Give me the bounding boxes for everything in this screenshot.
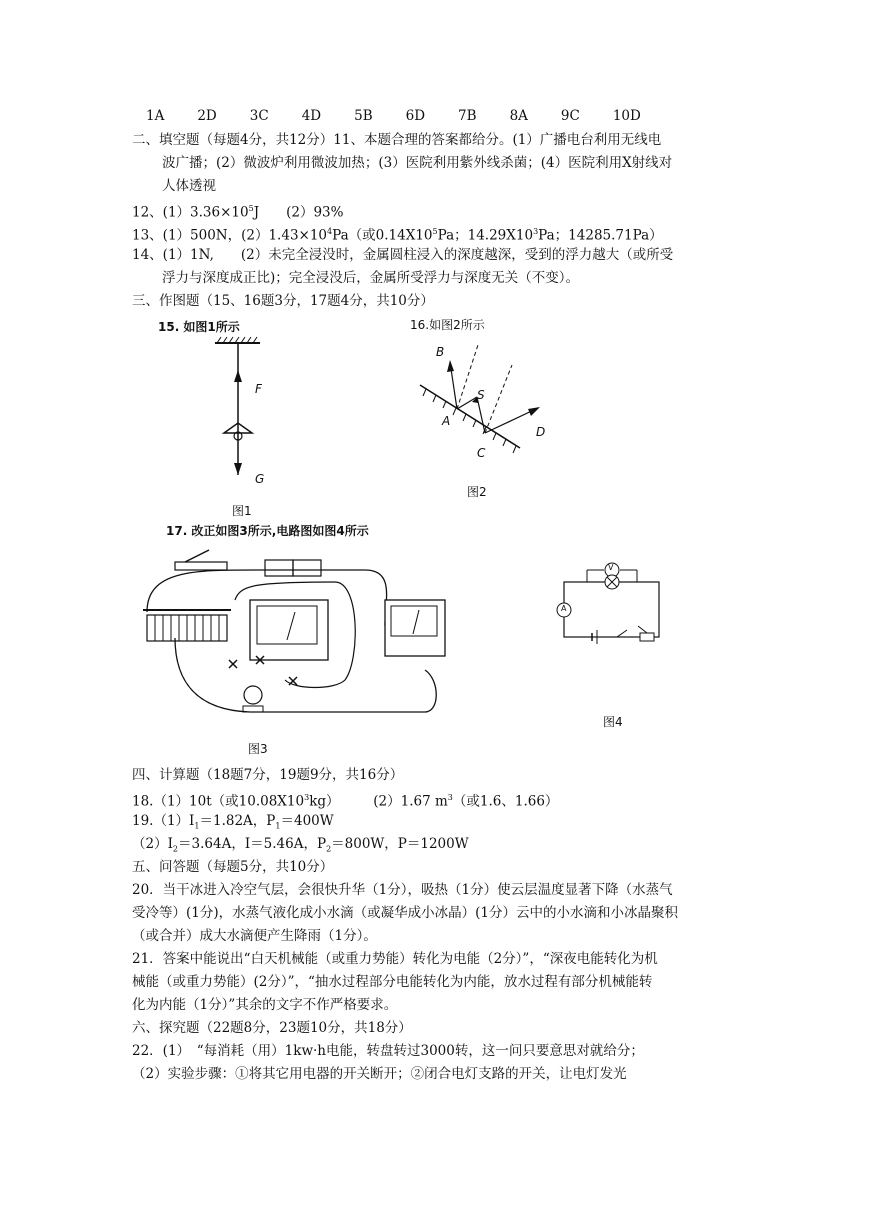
fig1-caption: 图1: [232, 504, 252, 518]
fig16-title: 16.如图2所示: [410, 318, 485, 332]
section-3-heading: 三、作图题（15、16题3分，17题4分，共10分）: [132, 293, 434, 309]
q21-line-1: 21．答案中能说出“白天机械能（或重力势能）转化为电能（2分）”，“深夜电能转化为机: [132, 951, 658, 967]
answer-9: 9C: [560, 108, 580, 124]
answer-6: 6D: [405, 108, 426, 124]
q11-line-2: 波广播；(2）微波炉利用微波加热；(3）医院利用紫外线杀菌；(4）医院利用X射线对: [162, 155, 673, 171]
fig16-label-C: C: [477, 446, 486, 460]
section-2-heading: 二、填空题（每题4分，共12分）11、本题合理的答案都给分。(1）广播电台利用无线电: [132, 132, 662, 148]
answer-10: 10D: [612, 108, 641, 124]
q14-line-2: 浮力与深度成正比)；完全浸没后，金属所受浮力与深度无关（不变）。: [162, 270, 580, 286]
q11-line-3: 人体透视: [162, 178, 216, 194]
q12-answer: 12、$(1)3.36\times 10^5J$ (2）93%: [132, 204, 344, 221]
q21-line-2: 械能（或重力势能）(2分）”，“抽水过程部分电能转化为内能，放水过程有部分机械能转: [132, 974, 653, 990]
fig15-label-G: G: [255, 472, 265, 486]
figure-4-circuit-diagram: [552, 570, 672, 650]
q18-answer: 18.（1）10t（或$10.08X10^3kg$） (2）1.67 $m^3$（或1.6、1.66）: [132, 793, 559, 810]
fig17-title: 17. 改正如图3所示,电路图如图4所示: [166, 524, 369, 538]
q13-answer: 13、(1）500N，$(2)1.43\times 10^4Pa$（或$0.14X10^5Pa$；$14.29X10^3Pa$；14285.71Pa）: [132, 227, 663, 244]
figure-3-circuit: [135, 540, 445, 740]
figure-2: [420, 340, 560, 470]
answer-8: 8A: [509, 108, 528, 124]
fig16-label-D: D: [536, 425, 546, 439]
q22-line-2: （2）实验步骤：①将其它用电器的开关断开；②闭合电灯支路的开关，让电灯发光: [132, 1066, 627, 1082]
q14-answer: 14、(1）1N, (2）未完全浸没时，金属圆柱浸入的深度越深，受到的浮力越大（或所受: [132, 247, 674, 263]
fig4-caption: 图4: [603, 715, 623, 729]
answer-2: 2D: [197, 108, 217, 124]
q22-line-1: 22．(1） “每消耗（用）1kw·h电能，转盘转过3000转，这一问只要意思对就给分；: [132, 1043, 644, 1059]
fig16-label-S: S: [477, 388, 485, 402]
answer-7: 7B: [458, 108, 477, 124]
q19-answer-2: $(2)I_2=3.64A$，I＝5.46A，$P_2=800W$，P＝1200W: [132, 836, 469, 854]
fig2-caption: 图2: [467, 485, 487, 499]
fig4-ammeter-label: A: [561, 604, 567, 613]
fig15-label-F: F: [255, 382, 262, 396]
answer-5: 5B: [354, 108, 373, 124]
q19-answer-1: $19.(1)I_1=1.82A$，$P_1=400W$: [132, 813, 334, 831]
fig3-caption: 图3: [248, 742, 268, 756]
fig4-voltmeter-label: V: [608, 563, 614, 572]
q21-line-3: 化为内能（1分）”其余的文字不作严格要求。: [132, 997, 398, 1013]
fig16-label-B: B: [436, 345, 445, 359]
answer-1: 1A: [146, 108, 165, 124]
section-4-heading: 四、计算题（18题7分，19题9分，共16分）: [132, 767, 404, 783]
q20-line-2: 受冷等）(1分)，水蒸气液化成小水滴（或凝华成小冰晶）(1分）云中的小水滴和小冰晶聚积: [132, 905, 678, 921]
answer-key-row: [146, 108, 674, 124]
q20-line-1: 20．当干冰进入冷空气层，会很快升华（1分），吸热（1分）使云层温度显著下降（水蒸气: [132, 882, 673, 898]
answer-3: 3C: [249, 108, 269, 124]
section-6-heading: 六、探究题（22题8分，23题10分，共18分）: [132, 1020, 412, 1036]
q20-line-3: （或合并）成大水滴便产生降雨（1分）。: [132, 928, 377, 944]
fig15-title: 15. 如图1所示: [158, 320, 240, 334]
answer-4: 4D: [301, 108, 322, 124]
figure-1: [200, 335, 280, 485]
section-5-heading: 五、问答题（每题5分，共10分）: [132, 859, 334, 875]
fig16-label-A: A: [442, 414, 451, 428]
